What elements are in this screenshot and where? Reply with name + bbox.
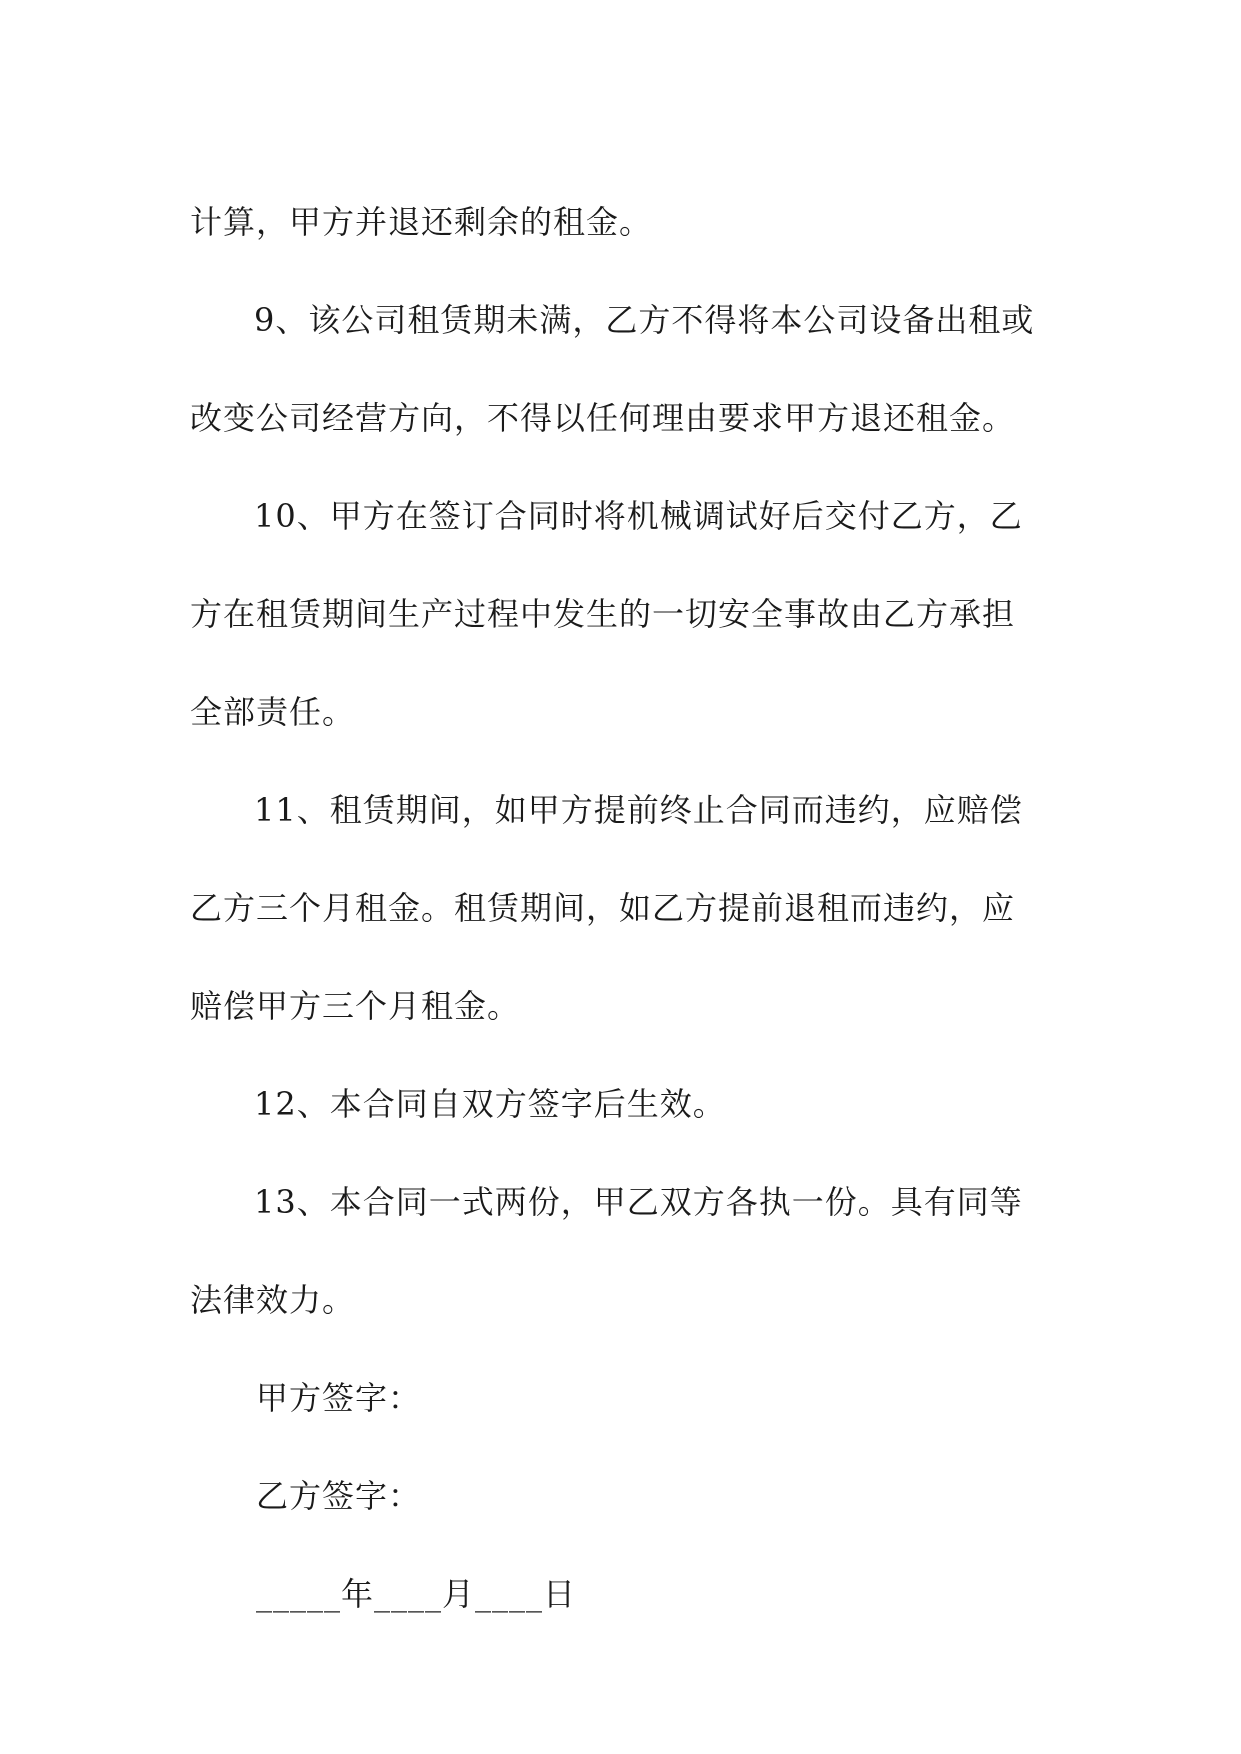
- clause-11: 11、租赁期间，如甲方提前终止合同而违约，应赔偿乙方三个月租金。租赁期间，如乙方提前退租而违约，应赔偿甲方三个月租金。: [190, 791, 1023, 1025]
- clause-12: 12、本合同自双方签字后生效。: [254, 1085, 726, 1123]
- party-b-signature-label: 乙方签字：: [256, 1477, 422, 1515]
- paragraph-continuation: 计算，甲方并退还剩余的租金。: [190, 203, 653, 241]
- signature-date-line: _____年____月____日: [256, 1575, 577, 1613]
- party-a-signature-label: 甲方签字：: [256, 1379, 422, 1417]
- clause-13: 13、本合同一式两份，甲乙双方各执一份。具有同等法律效力。: [190, 1183, 1023, 1319]
- clause-9: 9、该公司租赁期未满，乙方不得将本公司设备出租或改变公司经营方向，不得以任何理由要求甲方退还租金。: [190, 301, 1035, 437]
- contract-body: [190, 173, 1035, 1643]
- clause-10: 10、甲方在签订合同时将机械调试好后交付乙方，乙方在租赁期间生产过程中发生的一切安全事故由乙方承担全部责任。: [190, 497, 1023, 731]
